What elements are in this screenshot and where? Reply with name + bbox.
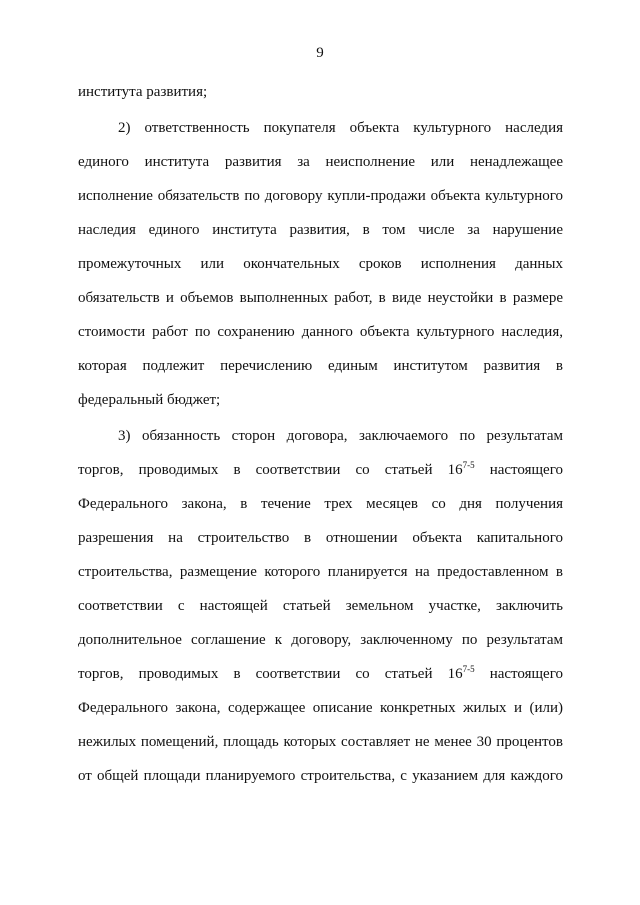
text-line-18-start: торгов, проводимых в соответствии со статьей [78, 666, 433, 682]
text-line-20: нежилых помещений, площадь которых составляет не менее 30 процентов [78, 734, 563, 750]
page-number: 9 [316, 45, 324, 61]
text-line-13: Федерального закона, в течение трех месяцев со дня получения [78, 496, 563, 512]
text-line-19: Федерального закона, содержащее описание конкретных жилых и (или) [78, 700, 563, 716]
text-line-18 [78, 664, 563, 684]
text-line-1: института развития; [78, 84, 208, 100]
text-line-9: которая подлежит перечислению единым институтом развития в [78, 358, 563, 374]
paragraph-3-first-line: 3) обязанность сторон договора, заключаемого по результатам [118, 428, 563, 444]
text-line-17: дополнительное соглашение к договору, заключенному по результатам [78, 632, 563, 648]
article-superscript-2: 7-5 [462, 664, 475, 674]
text-line-12-start: торгов, проводимых в соответствии со статьей [78, 462, 433, 478]
text-line-21: от общей площади планируемого строительства, с указанием для каждого [78, 768, 563, 784]
text-line-12-end: настоящего [489, 462, 563, 478]
text-line-3: единого института развития за неисполнение или ненадлежащее [78, 154, 563, 170]
text-line-7: обязательств и объемов выполненных работ, в виде неустойки в размере [78, 290, 563, 306]
text-line-14: разрешения на строительство в отношении объекта капитального [78, 530, 563, 546]
text-line-15: строительства, размещение которого планируется на предоставленном в [78, 564, 563, 580]
article-number-2: 16$^{7-5}$ [447, 664, 475, 682]
text-line-10: федеральный бюджет; [78, 392, 221, 408]
article-number: 16$^{7-5}$ [447, 460, 475, 478]
text-line-16: соответствии с настоящей статьей земельном участке, заключить [78, 598, 563, 614]
text-line-5: наследия единого института развития, в том числе за нарушение [78, 222, 563, 238]
paragraph-2-first-line: 2) ответственность покупателя объекта культурного наследия [118, 120, 563, 136]
text-line-18-end: настоящего [489, 666, 563, 682]
article-superscript: 7-5 [462, 460, 475, 470]
text-line-8: стоимости работ по сохранению данного объекта культурного наследия, [78, 324, 563, 340]
text-line-6: промежуточных или окончательных сроков исполнения данных [78, 256, 563, 272]
text-line-4: исполнение обязательств по договору купли-продажи объекта культурного [78, 188, 563, 204]
text-line-12 [78, 460, 563, 480]
